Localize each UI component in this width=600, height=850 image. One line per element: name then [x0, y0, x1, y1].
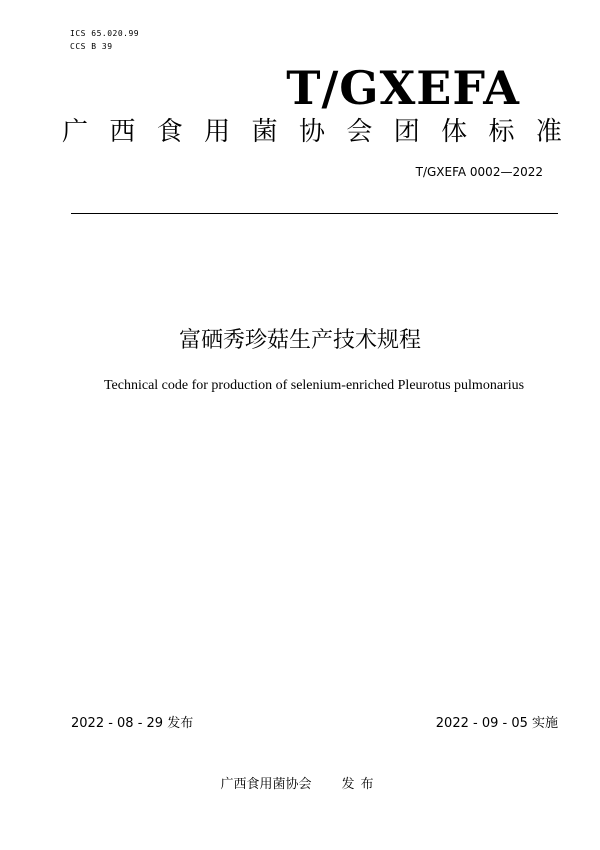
standard-type-char: 食: [156, 117, 183, 147]
issue-date: 2022 - 08 - 29 发布: [71, 716, 194, 731]
standard-type-char: 体: [441, 117, 468, 147]
publisher-name: 广西食用菌协会: [220, 777, 312, 792]
standard-type-char: 菌: [251, 117, 278, 147]
standard-type-char: 西: [109, 117, 136, 147]
document-title-english: Technical code for production of selenium-enriched Pleurotus pulmonarius: [103, 378, 525, 393]
standard-type-char: 会: [346, 117, 373, 147]
standard-type-char: 标: [488, 117, 515, 147]
standard-type-heading: [62, 115, 562, 149]
ccs-code: CCS B 39: [70, 42, 113, 51]
ics-code: ICS 65.020.99: [70, 29, 140, 38]
organization-code: T/GXEFA: [286, 61, 520, 115]
publish-action: 发布: [341, 777, 380, 792]
standard-number: T/GXEFA 0002—2022: [415, 165, 543, 179]
header-divider: [71, 213, 558, 214]
standard-type-char: 准: [535, 117, 562, 147]
standard-type-char: 团: [393, 117, 420, 147]
standard-type-char: 用: [204, 117, 231, 147]
standard-type-char: 广: [62, 117, 89, 147]
publisher-line: [0, 776, 600, 794]
implementation-date: 2022 - 09 - 05 实施: [435, 716, 558, 731]
document-title-chinese: 富硒秀珍菇生产技术规程: [178, 328, 421, 353]
standard-type-char: 协: [298, 117, 325, 147]
